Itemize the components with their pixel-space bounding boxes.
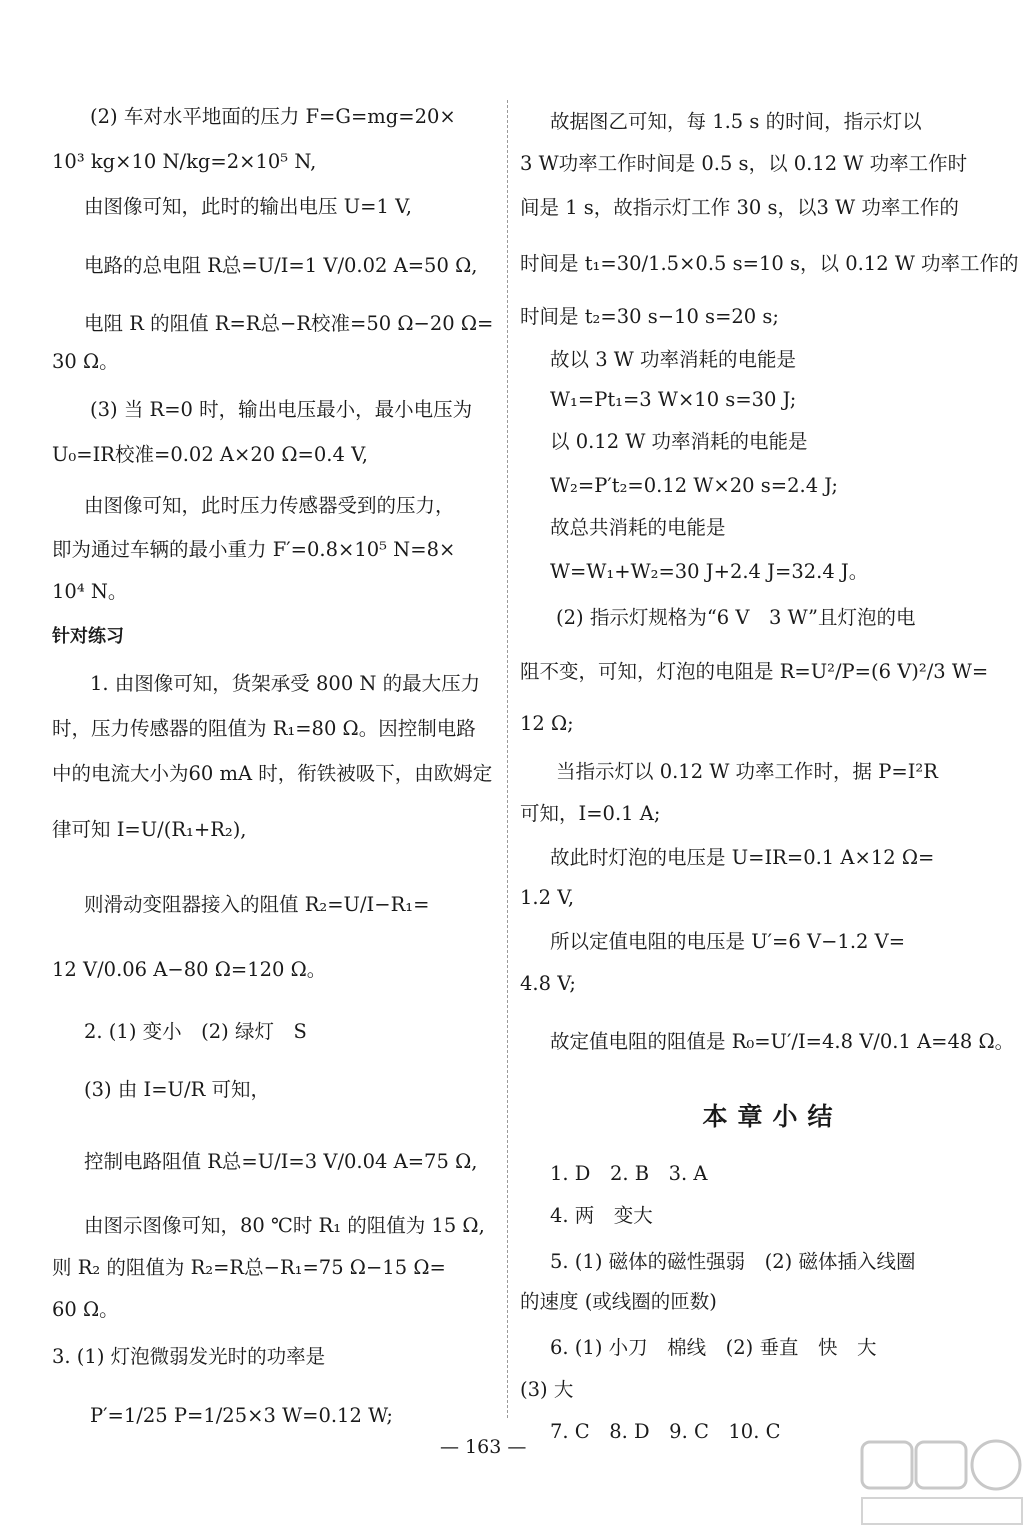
text-line: (2) 车对水平地面的压力 F=G=mg=20× <box>90 105 456 128</box>
text-line: W=W₁+W₂=30 J+2.4 J=32.4 J。 <box>550 560 869 583</box>
text-line: 时，压力传感器的阻值为 R₁=80 Ω。因控制电路 <box>52 717 476 740</box>
text-line: 3. (1) 灯泡微弱发光时的功率是 <box>52 1345 326 1368</box>
text-line: (3) 当 R=0 时，输出电压最小，最小电压为 <box>90 398 473 421</box>
answer-line: 6. (1) 小刀 棉线 (2) 垂直 快 大 <box>550 1336 877 1359</box>
column-divider <box>507 100 508 1418</box>
text-line: 1. 由图像可知，货架承受 800 N 的最大压力 <box>90 672 481 695</box>
text-line: 10³ kg×10 N/kg=2×10⁵ N, <box>52 150 317 173</box>
text-line: 12 V/0.06 A−80 Ω=120 Ω。 <box>52 958 327 981</box>
answer-line: 1. D 2. B 3. A <box>550 1162 708 1185</box>
text-line: 中的电流大小为60 mA 时，衔铁被吸下，由欧姆定 <box>52 762 493 785</box>
text-line: 60 Ω。 <box>52 1298 119 1321</box>
text-line: 故总共消耗的电能是 <box>550 516 726 539</box>
text-line: 10⁴ N。 <box>52 580 128 603</box>
text-line: U₀=IR校准=0.02 A×20 Ω=0.4 V, <box>52 443 368 466</box>
answer-line: 5. (1) 磁体的磁性强弱 (2) 磁体插入线圈 <box>550 1250 916 1273</box>
text-line: 律可知 I=U/(R₁+R₂), <box>52 818 247 841</box>
text-line: 故据图乙可知，每 1.5 s 的时间，指示灯以 <box>550 110 922 133</box>
text-line: 时间是 t₁=30/1.5×0.5 s=10 s，以 0.12 W 功率工作的 <box>520 252 1019 275</box>
text-line: 由图示图像可知，80 ℃时 R₁ 的阻值为 15 Ω, <box>84 1214 485 1237</box>
text-line: 电路的总电阻 R总=U/I=1 V/0.02 A=50 Ω, <box>84 254 478 277</box>
text-line: W₂=P′t₂=0.12 W×20 s=2.4 J; <box>550 474 838 497</box>
text-line: (3) 由 I=U/R 可知， <box>84 1078 270 1101</box>
text-line: 所以定值电阻的电压是 U′=6 V−1.2 V= <box>550 930 906 953</box>
answer-line: 的速度 (或线圈的匝数) <box>520 1290 717 1313</box>
text-line: 故此时灯泡的电压是 U=IR=0.1 A×12 Ω= <box>550 846 935 869</box>
text-line: 当指示灯以 0.12 W 功率工作时，据 P=I²R <box>556 760 938 783</box>
text-line: 30 Ω。 <box>52 350 119 373</box>
text-line: 2. (1) 变小 (2) 绿灯 S <box>84 1020 307 1043</box>
text-line: 以 0.12 W 功率消耗的电能是 <box>550 430 808 453</box>
text-line: 即为通过车辆的最小重力 F′=0.8×10⁵ N=8× <box>52 538 456 561</box>
text-line: 3 W功率工作时间是 0.5 s，以 0.12 W 功率工作时 <box>520 152 968 175</box>
answer-line: (3) 大 <box>520 1378 574 1401</box>
section-heading: 针对练习 <box>52 626 124 647</box>
answer-line: 7. C 8. D 9. C 10. C <box>550 1420 781 1443</box>
answer-line: 4. 两 变大 <box>550 1204 653 1227</box>
text-line: W₁=Pt₁=3 W×10 s=30 J; <box>550 388 797 411</box>
page-number: — 163 — <box>440 1436 527 1458</box>
text-line: 时间是 t₂=30 s−10 s=20 s; <box>520 305 779 328</box>
text-line: (2) 指示灯规格为“6 V 3 W”且灯泡的电 <box>556 606 916 629</box>
text-line: 12 Ω; <box>520 712 574 735</box>
watermark-logo <box>858 1438 1026 1530</box>
text-line: 电阻 R 的阻值 R=R总−R校准=50 Ω−20 Ω= <box>84 312 494 335</box>
text-line: 故以 3 W 功率消耗的电能是 <box>550 348 797 371</box>
text-line: 4.8 V; <box>520 972 576 995</box>
text-line: 1.2 V, <box>520 886 575 909</box>
text-line: 间是 1 s，故指示灯工作 30 s，以3 W 功率工作的 <box>520 196 959 219</box>
text-line: 由图像可知，此时的输出电压 U=1 V, <box>84 195 412 218</box>
text-line: P′=1/25 P=1/25×3 W=0.12 W; <box>90 1404 393 1427</box>
watermark-icon <box>858 1438 1026 1530</box>
text-line: 可知，I=0.1 A; <box>520 802 661 825</box>
text-line: 则 R₂ 的阻值为 R₂=R总−R₁=75 Ω−15 Ω= <box>52 1256 446 1279</box>
text-line: 控制电路阻值 R总=U/I=3 V/0.04 A=75 Ω, <box>84 1150 478 1173</box>
text-line: 由图像可知，此时压力传感器受到的压力， <box>84 494 455 517</box>
text-line: 故定值电阻的阻值是 R₀=U′/I=4.8 V/0.1 A=48 Ω。 <box>550 1030 1015 1053</box>
text-line: 则滑动变阻器接入的阻值 R₂=U/I−R₁= <box>84 893 430 916</box>
section-title: 本章小结 <box>702 1102 843 1131</box>
text-line: 阻不变，可知，灯泡的电阻是 R=U²/P=(6 V)²/3 W= <box>520 660 989 683</box>
